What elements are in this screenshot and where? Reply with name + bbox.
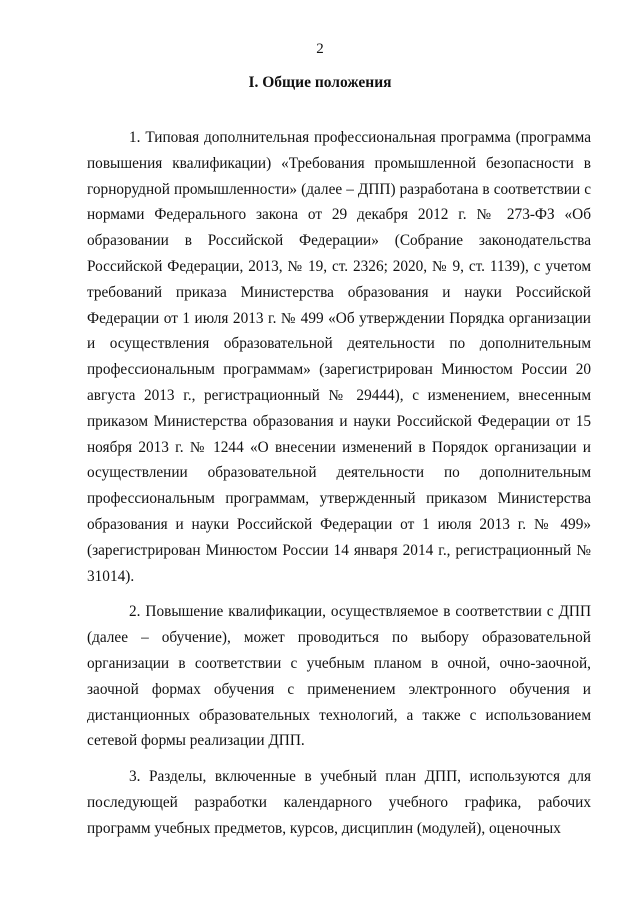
document-body: [87, 125, 591, 842]
section-title: I. Общие положения: [248, 74, 392, 91]
paragraph-2: 2. Повышение квалификации, осуществляемое в соответствии с ДПП (далее – обучение), может проводиться по выбору образовательной организации в соответствии с учебным планом в очной, очно-заочной, заочной формах обучения с применением электронного обучения и дистанционных образовательных технологий, а также с использованием сетевой формы реализации ДПП.: [87, 603, 591, 750]
paragraph-3: 3. Разделы, включенные в учебный план ДПП, используются для последующей разработки календарного учебного графика, рабочих программ учебных предметов, курсов, дисциплин (модулей), оценочных: [87, 768, 591, 837]
page-number: 2: [316, 41, 324, 57]
paragraph-1: 1. Типовая дополнительная профессиональная программа (программа повышения квалификации) «Требования промышленной безопасности в горнорудной промышленности» (далее – ДПП) разработана в соответствии с нормами Федерального закона от 29 декабря 2012 г. № 273-ФЗ «Об образовании в Российской Федерации» (Собрание законодательства Российской Федерации, 2013, № 19, ст. 2326; 2020, № 9, ст. 1139), с учетом требований приказа Министерства образования и науки Российской Федерации от 1 июля 2013 г. № 499 «Об утверждении Порядка организации и осуществления образовательной деятельности по дополнительным профессиональным программам» (зарегистрирован Минюстом России 20 августа 2013 г., регистрационный № 29444), с изменением, внесенным приказом Министерства образования и науки Российской Федерации от 15 ноября 2013 г. № 1244 «О внесении изменений в Порядок организации и осуществлении образовательной деятельности по дополнительным профессиональным программам, утвержденный приказом Министерства образования и науки Российской Федерации от 1 июля 2013 г. № 499» (зарегистрирован Минюстом России 14 января 2014 г., регистрационный № 31014).: [87, 129, 591, 585]
